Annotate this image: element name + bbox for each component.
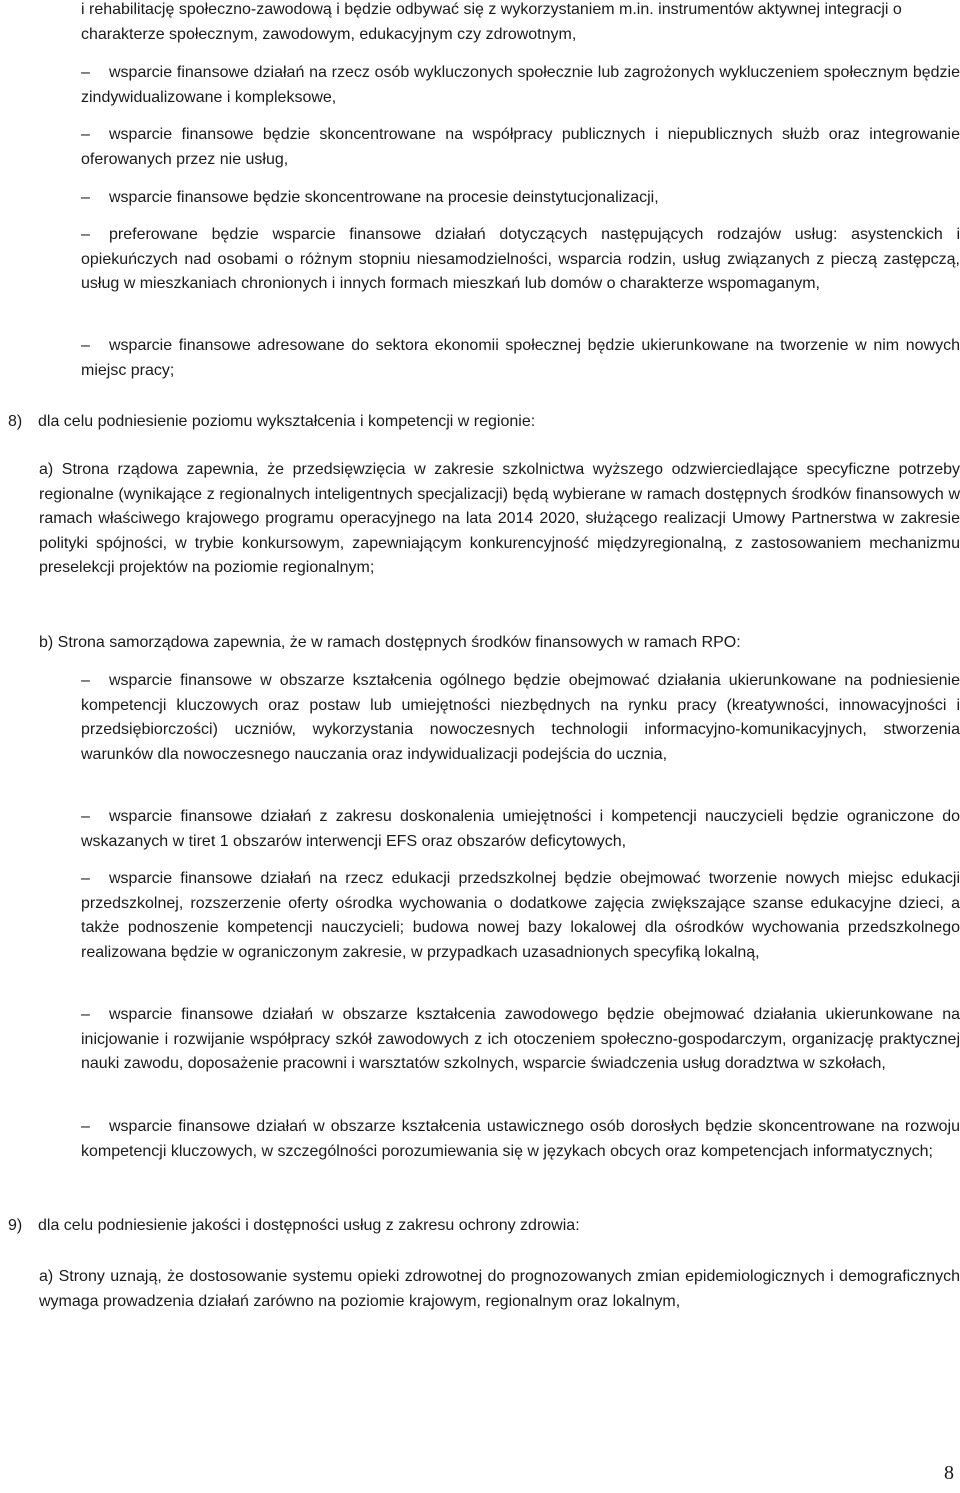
- list-item: [81, 1003, 960, 1077]
- list-item-text: wsparcie finansowe działań z zakresu doskonalenia umiejętności i kompetencji nauczycieli będzie ograniczone do wskazanych w tiret 1 obszarów interwencji EFS oraz obszarów deficytowych,: [81, 808, 960, 850]
- dash-marker: –: [81, 672, 90, 689]
- dash-marker: –: [81, 189, 90, 206]
- list-item-text: preferowane będzie wsparcie finansowe działań dotyczących następujących rodzajów usług: asystenckich i opiekuńczych nad osobami o różnym stopniu niesamodzielności, wsparcia rodzin, usług związanych z pieczą zastępczą, usług w mieszkaniach chronionych i innych formach mieszkań lub domów o charakterze wspomaganym,: [81, 226, 960, 292]
- section-8-point-b: b) Strona samorządowa zapewnia, że w ramach dostępnych środków finansowych w ramach RPO:: [39, 634, 741, 651]
- list-item-text: wsparcie finansowe działań na rzecz edukacji przedszkolnej będzie obejmować tworzenie nowych miejsc edukacji przedszkolnej, rozszerzenie oferty ośrodka wychowania o dodatkowe zajęcia zwiększające szanse edukacyjne dzieci, a także podnoszenie kompetencji nauczycieli; budowa nowej bazy lokalowej dla ośrodków wychowania przedszkolnego realizowana będzie w ograniczonym zakresie, w przypadkach uzasadnionych specyfiką lokalną,: [81, 870, 960, 961]
- dash-marker: –: [81, 870, 90, 887]
- list-item-text: wsparcie finansowe działań w obszarze kształcenia ustawicznego osób dorosłych będzie skoncentrowane na rozwoju kompetencji kluczowych, w szczególności porozumiewania się w językach obcych oraz kompetencjach informatycznych;: [81, 1118, 960, 1160]
- section-9-point-a: a) Strony uznają, że dostosowanie systemu opieki zdrowotnej do prognozowanych zmian epidemiologicznych i demograficznych wymaga prowadzenia działań zarówno na poziomie krajowym, regionalnym oraz lokalnym,: [39, 1268, 960, 1310]
- list-item-text: wsparcie finansowe w obszarze kształcenia ogólnego będzie obejmować działania ukierunkowane na podniesienie kompetencji kluczowych oraz postaw lub umiejętności niezbędnych na rynku pracy (kreatywności, innowacyjności i przedsiębiorczości) uczniów, wykorzystania nowoczesnych technologii informacyjno-komunikacyjnych, stworzenia warunków dla nowoczesnego nauczania oraz indywidualizacji podejścia do ucznia,: [81, 672, 960, 763]
- section-8-point-a: a) Strona rządowa zapewnia, że przedsięwzięcia w zakresie szkolnictwa wyższego odzwierciedlające specyficzne potrzeby regionalne (wynikające z regionalnych inteligentnych specjalizacji) będą wybierane w ramach dostępnych środków finansowych w ramach właściwego krajowego programu operacyjnego na lata 2014 2020, służącego realizacji Umowy Partnerstwa w zakresie polityki spójności, w trybie konkursowym, zapewniającym konkurencyjność międzyregionalną, z zastosowaniem mechanizmu preselekcji projektów na poziomie regionalnym;: [39, 461, 960, 576]
- section-9-heading: [8, 1214, 948, 1238]
- section-8-heading: [8, 410, 948, 434]
- intro-paragraph: i rehabilitację społeczno-zawodową i będzie odbywać się z wykorzystaniem m.in. instrumentów aktywnej integracji o charakterze społecznym, zawodowym, edukacyjnym czy zdrowotnym,: [81, 1, 902, 43]
- list-item: [81, 186, 960, 211]
- section-number: 8): [8, 413, 23, 430]
- list-item-text: wsparcie finansowe adresowane do sektora ekonomii społecznej będzie ukierunkowane na tworzenie w nim nowych miejsc pracy;: [81, 337, 960, 379]
- list-item: [81, 1115, 960, 1164]
- list-item: [81, 805, 960, 854]
- dash-marker: –: [81, 64, 90, 81]
- dash-marker: –: [81, 1006, 90, 1023]
- dash-marker: –: [81, 337, 90, 354]
- list-item: [81, 669, 960, 767]
- section-title: dla celu podniesienie jakości i dostępności usług z zakresu ochrony zdrowia:: [38, 1217, 580, 1234]
- section-title: dla celu podniesienie poziomu wykształcenia i kompetencji w regionie:: [38, 413, 536, 430]
- list-item-text: wsparcie finansowe działań na rzecz osób wykluczonych społecznie lub zagrożonych wykluczeniem społecznym będzie zindywidualizowane i kompleksowe,: [81, 64, 960, 106]
- list-item-text: wsparcie finansowe działań w obszarze kształcenia zawodowego będzie obejmować działania ukierunkowane na inicjowanie i rozwijanie współpracy szkół zawodowych z ich otoczeniem społeczno-gospodarczym, organizację praktycznej nauki zawodu, doposażenie pracowni i warsztatów szkolnych, wsparcie świadczenia usług doradztwa w szkołach,: [81, 1006, 960, 1072]
- list-item-text: wsparcie finansowe będzie skoncentrowane na współpracy publicznych i niepublicznych służb oraz integrowanie oferowanych przez nie usług,: [81, 126, 960, 168]
- list-item: [81, 223, 960, 297]
- list-item: [81, 61, 960, 110]
- dash-marker: –: [81, 1118, 90, 1135]
- list-item: [81, 867, 960, 965]
- dash-marker: –: [81, 226, 90, 243]
- section-number: 9): [8, 1217, 23, 1234]
- list-item: [81, 334, 960, 383]
- list-item-text: wsparcie finansowe będzie skoncentrowane na procesie deinstytucjonalizacji,: [109, 189, 659, 206]
- page-number: 8: [944, 1462, 954, 1484]
- list-item: [81, 123, 960, 172]
- dash-marker: –: [81, 808, 90, 825]
- dash-marker: –: [81, 126, 90, 143]
